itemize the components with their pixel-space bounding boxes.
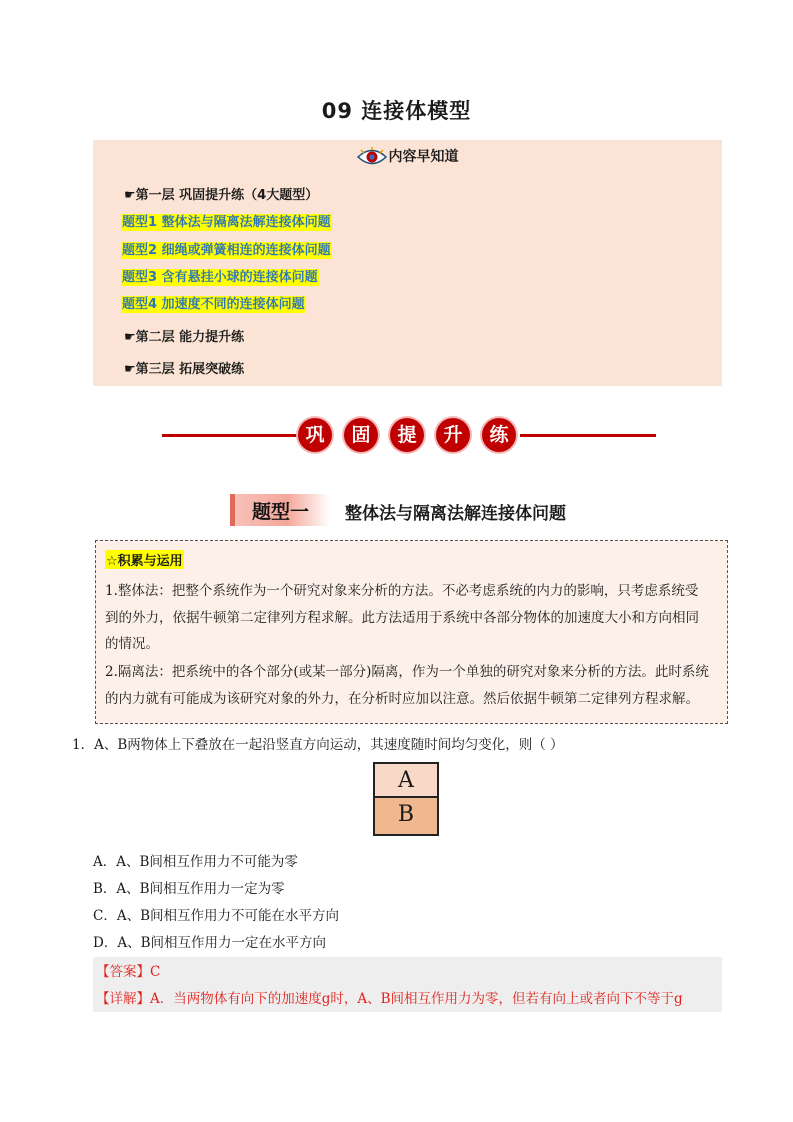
toc-topic-3[interactable]: 题型3 含有悬挂小球的连接体问题	[122, 270, 318, 285]
banner-char-2: 固	[344, 418, 378, 452]
detail-line: 【详解】A．当两物体有向下的加速度g时，A、B间相互作用力为零，但若有向上或者向下不等于g	[96, 991, 683, 1007]
toc-header	[93, 146, 722, 167]
toc-layer-2[interactable]: ☛第二层 能力提升练	[124, 330, 245, 345]
section-tag-label: 题型一	[252, 501, 310, 523]
eye-icon	[357, 147, 387, 167]
banner-line-left	[162, 434, 297, 437]
para1-line-1: 1.整体法：把整个系统作为一个研究对象来分析的方法。不必考虑系统的内力的影响，只考虑系统受	[105, 583, 699, 599]
block-b: B	[373, 798, 439, 836]
section-tag	[230, 494, 330, 526]
accumulate-box	[95, 540, 728, 724]
option-c: C．A、B间相互作用力不可能在水平方向	[93, 908, 339, 924]
page-title: 09 连接体模型	[321, 99, 472, 123]
banner-line-right	[520, 434, 656, 437]
answer-line: 【答案】C	[96, 964, 161, 980]
option-d: D．A、B间相互作用力一定在水平方向	[93, 935, 326, 951]
banner-char-5: 练	[482, 418, 516, 452]
toc-box	[93, 140, 722, 386]
section-title: 整体法与隔离法解连接体问题	[345, 504, 566, 524]
para1-line-2: 到的外力，依据牛顿第二定律列方程求解。此方法适用于系统中各部分物体的加速度大小和方向相同	[105, 609, 699, 626]
option-a: A．A、B间相互作用力不可能为零	[93, 854, 298, 870]
banner-char-4: 升	[436, 418, 470, 452]
para2-line-2: 的内力就有可能成为该研究对象的外力，在分析时应加以注意。然后依据牛顿第二定律列方程求解。	[105, 690, 699, 707]
banner-char-3: 提	[390, 418, 424, 452]
block-a: A	[373, 762, 439, 798]
para1-line-3: 的情况。	[105, 636, 159, 652]
toc-topic-1[interactable]: 题型1 整体法与隔离法解连接体问题	[122, 215, 331, 230]
block-diagram	[373, 762, 439, 836]
accumulate-heading: ☆积累与运用	[105, 550, 184, 569]
banner-char-1: 巩	[298, 418, 332, 452]
question-text: 1．A、B两物体上下叠放在一起沿竖直方向运动，其速度随时间均匀变化，则（ ）	[72, 737, 564, 753]
toc-topic-2[interactable]: 题型2 细绳或弹簧相连的连接体问题	[122, 243, 331, 258]
answer-box	[93, 957, 722, 1012]
accumulate-para-2	[105, 659, 719, 712]
option-b: B．A、B间相互作用力一定为零	[93, 881, 285, 897]
toc-header-label: 内容早知道	[388, 149, 459, 165]
accumulate-para-1	[105, 578, 719, 658]
toc-topic-4[interactable]: 题型4 加速度不同的连接体问题	[122, 297, 305, 312]
toc-layer-1[interactable]: ☛第一层 巩固提升练（4大题型）	[124, 188, 319, 203]
para2-line-1: 2.隔离法：把系统中的各个部分(或某一部分)隔离，作为一个单独的研究对象来分析的方法。此时系统	[105, 664, 709, 680]
toc-layer-3[interactable]: ☛第三层 拓展突破练	[124, 362, 245, 377]
